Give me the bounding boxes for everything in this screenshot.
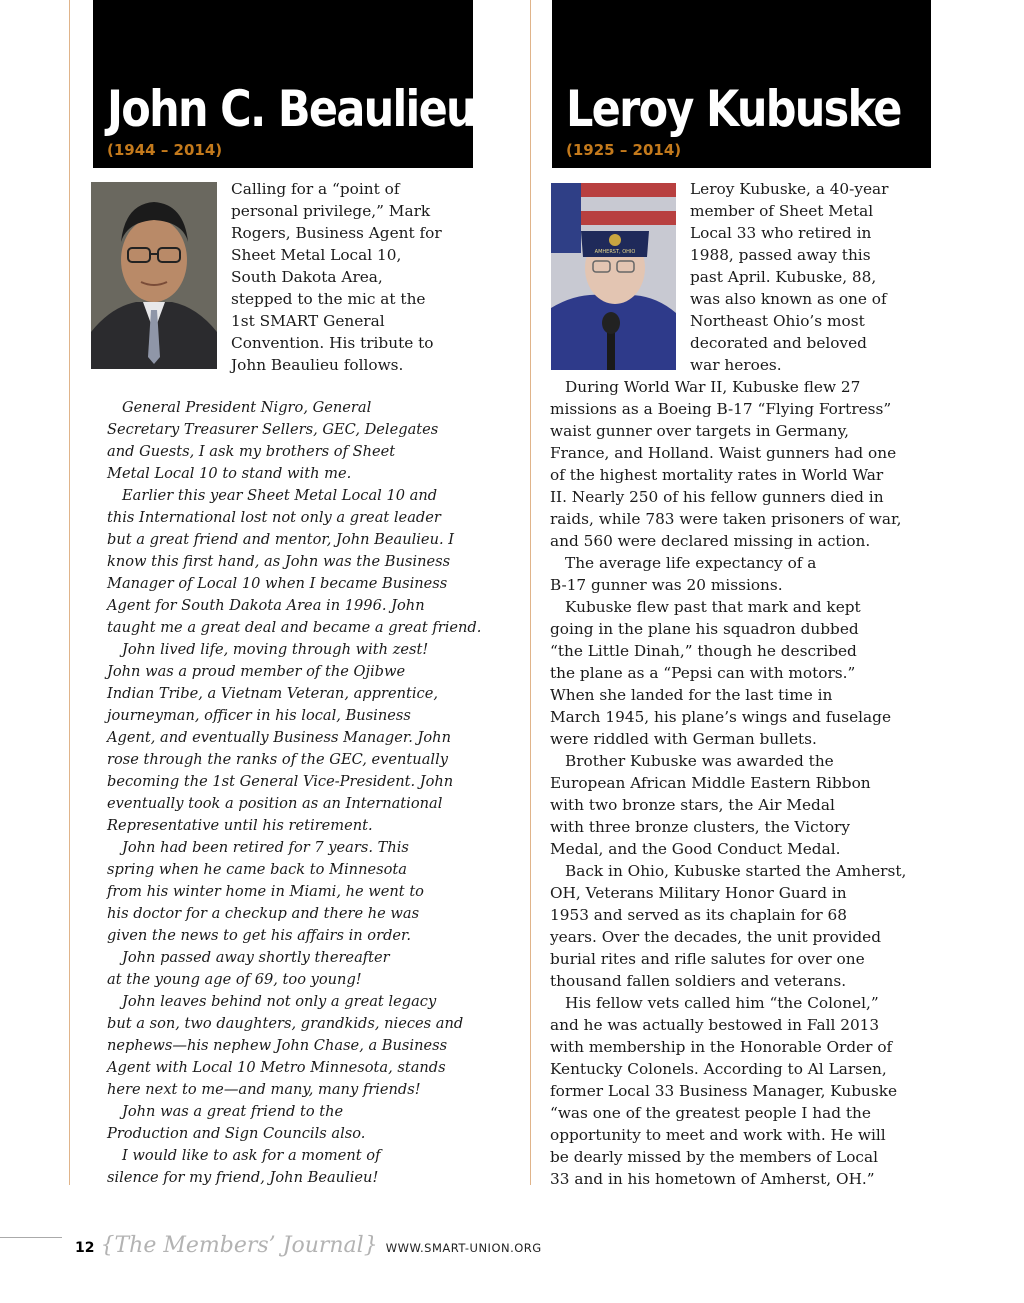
body-line: burial rites and rifle salutes for over one xyxy=(550,950,865,968)
kubuske-intro xyxy=(690,178,888,376)
beaulieu-intro xyxy=(231,178,442,376)
intro-line: 1988, passed away this xyxy=(690,246,871,264)
body-line: Medal, and the Good Conduct Medal. xyxy=(550,840,841,858)
intro-line: Rogers, Business Agent for xyxy=(231,224,442,242)
tribute-line: John leaves behind not only a great legacy xyxy=(122,993,437,1010)
tribute-line: silence for my friend, John Beaulieu! xyxy=(107,1169,379,1186)
tribute-line: becoming the 1st General Vice-President. John xyxy=(107,773,454,790)
tribute-line: John passed away shortly thereafter xyxy=(122,949,390,966)
body-line: the plane as a “Pepsi can with motors.” xyxy=(550,664,856,682)
beaulieu-name: John C. Beaulieu xyxy=(107,80,475,138)
tribute-line: John had been retired for 7 years. This xyxy=(122,839,409,856)
tribute-line: rose through the ranks of the GEC, eventually xyxy=(107,751,448,768)
tribute-line: his doctor for a checkup and there he was xyxy=(107,905,420,922)
body-line: European African Middle Eastern Ribbon xyxy=(550,774,871,792)
body-line: thousand fallen soldiers and veterans. xyxy=(550,972,847,990)
tribute-line: John was a proud member of the Ojibwe xyxy=(107,663,406,680)
intro-line: decorated and beloved xyxy=(690,334,867,352)
tribute-line: nephews—his nephew John Chase, a Business xyxy=(107,1037,448,1054)
intro-line: Calling for a “point of xyxy=(231,180,400,198)
body-line: 1953 and served as its chaplain for 68 xyxy=(550,906,848,924)
kubuske-header xyxy=(552,0,931,168)
intro-line: personal privilege,” Mark xyxy=(231,202,431,220)
body-line: 33 and in his hometown of Amherst, OH.” xyxy=(550,1170,875,1188)
tribute-line: given the news to get his affairs in order. xyxy=(107,927,412,944)
left-margin-rule xyxy=(69,0,70,1185)
body-line: Back in Ohio, Kubuske started the Amherst, xyxy=(565,862,907,880)
tribute-line: here next to me—and many, many friends! xyxy=(107,1081,421,1098)
tribute-line: at the young age of 69, too young! xyxy=(107,971,362,988)
body-line: Kentucky Colonels. According to Al Larsen, xyxy=(550,1060,887,1078)
intro-line: past April. Kubuske, 88, xyxy=(690,268,877,286)
intro-line: Convention. His tribute to xyxy=(231,334,434,352)
intro-line: Northeast Ohio’s most xyxy=(690,312,865,330)
body-line: “the Little Dinah,” though he described xyxy=(550,642,857,660)
tribute-line: John was a great friend to the xyxy=(122,1103,344,1120)
kubuske-article-body xyxy=(550,376,906,1190)
beaulieu-tribute-speech xyxy=(107,397,481,1189)
body-line: His fellow vets called him “the Colonel,” xyxy=(565,994,879,1012)
beaulieu-photo xyxy=(91,182,217,369)
body-line: were riddled with German bullets. xyxy=(550,730,817,748)
body-line: missions as a Boeing B-17 “Flying Fortress” xyxy=(550,400,892,418)
tribute-line: General President Nigro, General xyxy=(122,399,372,416)
tribute-line: eventually took a position as an International xyxy=(107,795,443,812)
body-line: raids, while 783 were taken prisoners of war, xyxy=(550,510,902,528)
tribute-line: Representative until his retirement. xyxy=(107,817,373,834)
body-line: B-17 gunner was 20 missions. xyxy=(550,576,783,594)
body-line: II. Nearly 250 of his fellow gunners died in xyxy=(550,488,884,506)
tribute-line: spring when he came back to Minnesota xyxy=(107,861,407,878)
tribute-line: taught me a great deal and became a great friend. xyxy=(107,619,482,636)
tribute-line: Secretary Treasurer Sellers, GEC, Delegates xyxy=(107,421,439,438)
page-footer xyxy=(75,1233,542,1258)
body-line: The average life expectancy of a xyxy=(565,554,817,572)
intro-line: war heroes. xyxy=(690,356,782,374)
beaulieu-years: (1944 – 2014) xyxy=(107,141,223,159)
body-line: with three bronze clusters, the Victory xyxy=(550,818,850,836)
body-line: When she landed for the last time in xyxy=(550,686,833,704)
kubuske-photo xyxy=(551,183,676,370)
tribute-line: Manager of Local 10 when I became Business xyxy=(107,575,448,592)
tribute-line: Production and Sign Councils also. xyxy=(107,1125,366,1142)
body-line: going in the plane his squadron dubbed xyxy=(550,620,859,638)
body-line: opportunity to meet and work with. He will xyxy=(550,1126,886,1144)
center-column-rule xyxy=(530,0,531,1185)
intro-line: stepped to the mic at the xyxy=(231,290,426,308)
body-line: Kubuske flew past that mark and kept xyxy=(565,598,861,616)
beaulieu-header xyxy=(93,0,473,168)
tribute-line: I would like to ask for a moment of xyxy=(122,1147,381,1164)
tribute-line: this International lost not only a great leader xyxy=(107,509,441,526)
body-line: be dearly missed by the members of Local xyxy=(550,1148,879,1166)
intro-line: Leroy Kubuske, a 40-year xyxy=(690,180,889,198)
body-line: and he was actually bestowed in Fall 2013 xyxy=(550,1016,880,1034)
intro-line: South Dakota Area, xyxy=(231,268,383,286)
tribute-line: but a son, two daughters, grandkids, nieces and xyxy=(107,1015,464,1032)
tribute-line: Metal Local 10 to stand with me. xyxy=(107,465,352,482)
body-line: March 1945, his plane’s wings and fuselage xyxy=(550,708,892,726)
body-line: waist gunner over targets in Germany, xyxy=(550,422,850,440)
body-line: OH, Veterans Military Honor Guard in xyxy=(550,884,847,902)
cap-lettering: AMHERST, OHIO xyxy=(594,249,636,255)
intro-line: Sheet Metal Local 10, xyxy=(231,246,402,264)
tribute-line: Earlier this year Sheet Metal Local 10 and xyxy=(122,487,438,504)
intro-line: Local 33 who retired in xyxy=(690,224,872,242)
body-line: During World War II, Kubuske flew 27 xyxy=(565,378,861,396)
body-line: France, and Holland. Waist gunners had one xyxy=(550,444,897,462)
footer-rule xyxy=(0,1237,62,1238)
tribute-line: Indian Tribe, a Vietnam Veteran, apprentice, xyxy=(107,685,438,702)
tribute-line: and Guests, I ask my brothers of Sheet xyxy=(107,443,396,460)
tribute-line: from his winter home in Miami, he went to xyxy=(107,883,424,900)
intro-line: was also known as one of xyxy=(690,290,887,308)
website-url[interactable]: WWW.SMART-UNION.ORG xyxy=(385,1241,542,1255)
body-line: former Local 33 Business Manager, Kubuske xyxy=(550,1082,898,1100)
body-line: with two bronze stars, the Air Medal xyxy=(550,796,835,814)
intro-line: 1st SMART General xyxy=(231,312,385,330)
body-line: years. Over the decades, the unit provided xyxy=(550,928,881,946)
tribute-line: but a great friend and mentor, John Beaulieu. I xyxy=(107,531,455,548)
body-line: with membership in the Honorable Order of xyxy=(550,1038,893,1056)
body-line: of the highest mortality rates in World War xyxy=(550,466,884,484)
tribute-line: know this first hand, as John was the Business xyxy=(107,553,451,570)
tribute-line: Agent for South Dakota Area in 1996. John xyxy=(107,597,425,614)
page-number: 12 xyxy=(75,1240,95,1256)
tribute-line: Agent with Local 10 Metro Minnesota, stands xyxy=(107,1059,446,1076)
body-line: Brother Kubuske was awarded the xyxy=(565,752,834,770)
intro-line: member of Sheet Metal xyxy=(690,202,874,220)
journal-title: {The Members’ Journal} xyxy=(100,1233,378,1258)
kubuske-years: (1925 – 2014) xyxy=(566,141,682,159)
body-line: “was one of the greatest people I had the xyxy=(550,1104,871,1122)
body-line: and 560 were declared missing in action. xyxy=(550,532,871,550)
tribute-line: journeyman, officer in his local, Business xyxy=(107,707,411,724)
intro-line: John Beaulieu follows. xyxy=(231,356,404,374)
tribute-line: John lived life, moving through with zest! xyxy=(122,641,429,658)
kubuske-name: Leroy Kubuske xyxy=(566,80,901,138)
tribute-line: Agent, and eventually Business Manager. John xyxy=(107,729,451,746)
